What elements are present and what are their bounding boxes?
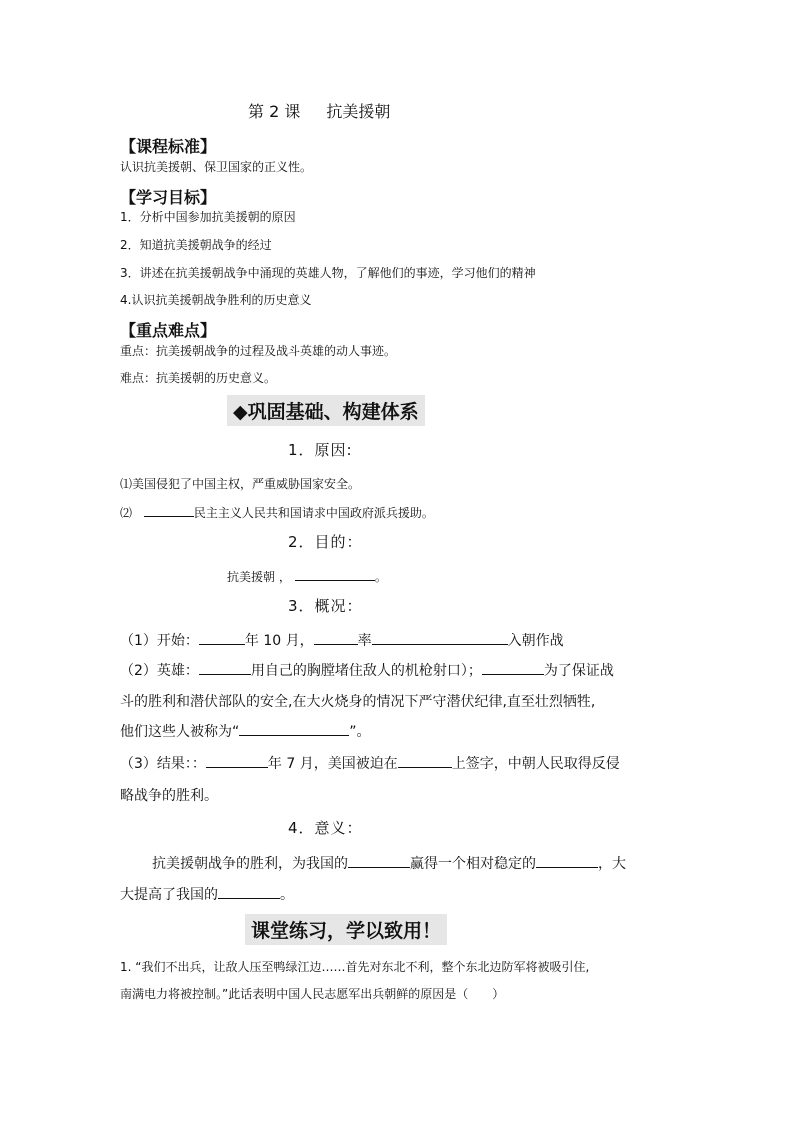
overview-result-text: 年 7 月，美国被迫在 — [267, 756, 398, 772]
objective-item: 3．讲述在抗美援朝战争中涌现的英雄人物，了解他们的事迹，学习他们的精神 — [120, 266, 536, 280]
overview-result — [120, 753, 620, 773]
overview-hero-line3-b: ”。 — [349, 724, 371, 740]
cause-item-1: ⑴美国侵犯了中国主权，严重威胁国家安全。 — [120, 477, 361, 491]
keypoints-focus: 重点：抗美援朝战争的过程及战斗英雄的动人事迹。 — [120, 344, 397, 358]
basics-banner: ◆巩固基础、构建体系 — [227, 395, 425, 426]
purpose-end: 。 — [374, 570, 387, 584]
lesson-title — [248, 99, 390, 122]
fill-blank[interactable] — [398, 753, 452, 768]
overview-hero-line3 — [120, 721, 371, 741]
overview-start-label: （1）开始： — [120, 633, 199, 649]
cause-item-2-suffix: 民主主义人民共和国请求中国政府派兵援助。 — [193, 506, 434, 520]
overview-start-lead: 率 — [357, 633, 372, 649]
lesson-number: 第 2 课 — [248, 102, 301, 121]
objective-item: 2．知道抗美援朝战争的经过 — [120, 238, 272, 252]
fill-blank[interactable] — [206, 753, 268, 768]
overview-start-end: 入朝作战 — [507, 633, 564, 649]
overview-hero-line2: 斗的胜利和潜伏部队的安全,在大火烧身的情况下严守潜伏纪律,直至壮烈牺牲, — [120, 694, 596, 710]
keypoints-heading: 【重点难点】 — [120, 321, 217, 340]
fill-blank[interactable] — [314, 630, 358, 645]
overview-start — [120, 630, 564, 650]
purpose-text — [227, 566, 387, 585]
fill-blank[interactable] — [199, 630, 245, 645]
significance-text-d: 大提高了我国的 — [120, 887, 218, 903]
curriculum-heading: 【课程标准】 — [120, 137, 217, 156]
significance-heading: 4．意义： — [288, 819, 363, 837]
overview-result-line2: 略战争的胜利。 — [120, 788, 218, 804]
overview-result-label: （3）结果：： — [120, 756, 206, 772]
fill-blank[interactable] — [372, 630, 508, 645]
fill-blank[interactable] — [239, 721, 349, 736]
keypoints-difficulty: 难点：抗美援朝的历史意义。 — [120, 371, 277, 385]
fill-blank[interactable] — [295, 566, 375, 581]
significance-text-c: ，大 — [598, 856, 626, 872]
fill-blank[interactable] — [536, 853, 598, 868]
fill-blank[interactable] — [482, 660, 544, 675]
overview-start-year: 年 10 月， — [244, 633, 314, 649]
purpose-label: 抗美援朝 ， — [227, 570, 291, 584]
fill-blank[interactable] — [218, 884, 280, 899]
overview-hero-line3-a: 他们这些人被称为“ — [120, 724, 240, 740]
significance-line2 — [120, 884, 294, 904]
overview-hero-text-2: 为了保证战 — [543, 663, 614, 679]
purpose-heading: 2．目的： — [288, 533, 363, 551]
overview-hero-label: （2）英雄： — [120, 663, 199, 679]
overview-heading: 3．概况： — [288, 597, 363, 615]
overview-result-text-2: 上签字，中朝人民取得反侵 — [451, 756, 620, 772]
cause-heading: 1．原因: — [288, 441, 353, 459]
cause-item-2 — [120, 502, 434, 521]
significance-text-b: 赢得一个相对稳定的 — [410, 856, 536, 872]
question-1-line1: 1. “我们不出兵，让敌人压至鸭绿江边……首先对东北不利，整个东北边防军将被吸引住, — [120, 960, 590, 974]
objectives-heading: 【学习目标】 — [120, 188, 217, 207]
question-1-line2: 南满电力将被控制。”此话表明中国人民志愿军出兵朝鲜的原因是（ ） — [120, 987, 505, 1001]
fill-blank[interactable] — [199, 660, 251, 675]
fill-blank[interactable] — [348, 853, 410, 868]
objective-item: 1．分析中国参加抗美援朝的原因 — [120, 210, 296, 224]
lesson-name: 抗美援朝 — [326, 102, 391, 121]
cause-item-2-prefix: ⑵ — [120, 506, 133, 520]
fill-blank[interactable] — [144, 502, 194, 517]
overview-hero-text: 用自己的胸膛堵住敌人的机枪射口）； — [250, 663, 482, 679]
overview-hero — [120, 660, 614, 680]
practice-banner: 课堂练习，学以致用！ — [245, 914, 447, 945]
significance-line1 — [152, 853, 626, 873]
curriculum-text: 认识抗美援朝、保卫国家的正义性。 — [120, 160, 313, 174]
significance-text-a: 抗美援朝战争的胜利，为我国的 — [152, 856, 348, 872]
objective-item: 4.认识抗美援朝战争胜利的历史意义 — [120, 293, 312, 307]
significance-text-e: 。 — [280, 887, 294, 903]
